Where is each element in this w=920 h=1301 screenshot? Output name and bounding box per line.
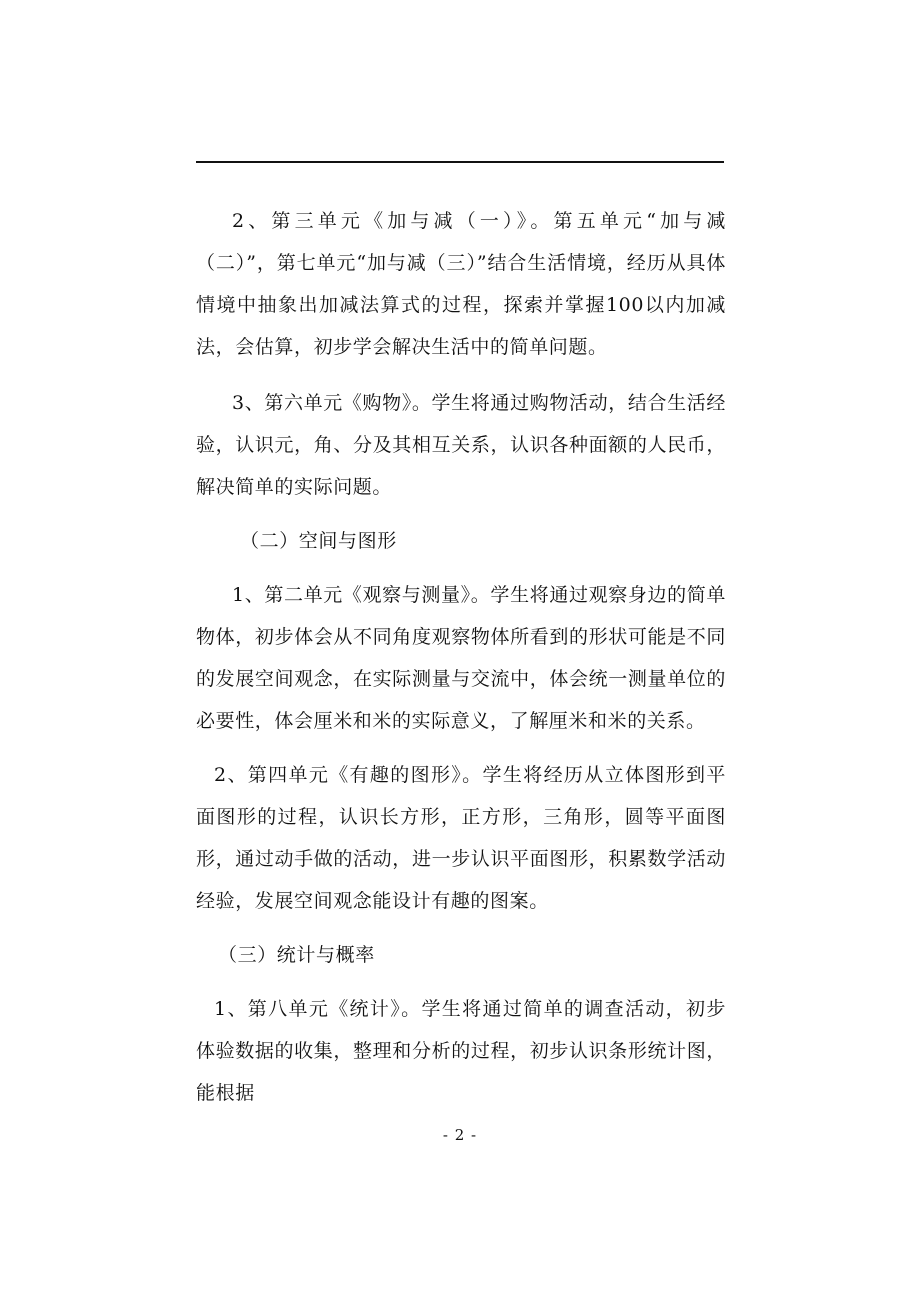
header-rule [196, 161, 724, 163]
section-heading-space-and-shapes: （二）空间与图形 [240, 530, 397, 552]
paragraph-unit-2-observation-measurement: 1、第二单元《观察与测量》。学生将通过观察身边的简单物体，初步体会从不同角度观察物体所看到的形状可能是不同的发展空间观念，在实际测量与交流中，体会统一测量单位的必要性，体会厘米和米的实际意义，了解厘米和米的关系。 [196, 584, 726, 732]
paragraph-unit-3-addition-subtraction: 2、第三单元《加与减（一）》。第五单元“加与减（二）”，第七单元“加与减（三）”结合生活情境，经历从具体情境中抽象出加减法算式的过程，探索并掌握100以内加减法，会估算，初步学会解决生活中的简单问题。 [196, 210, 726, 358]
paragraph-unit-6-shopping: 3、第六单元《购物》。学生将通过购物活动，结合生活经验，认识元，角、分及其相互关系，认识各种面额的人民币，解决简单的实际问题。 [196, 392, 726, 498]
document-body [196, 200, 726, 1114]
page-number: - 2 - [442, 1126, 478, 1144]
paragraph-unit-8-statistics: 1、第八单元《统计》。学生将通过简单的调查活动，初步体验数据的收集，整理和分析的过程，初步认识条形统计图，能根据 [196, 998, 726, 1104]
paragraph-unit-4-interesting-shapes: 2、第四单元《有趣的图形》。学生将经历从立体图形到平面图形的过程，认识长方形，正方形，三角形，圆等平面图形，通过动手做的活动，进一步认识平面图形，积累数学活动经验，发展空间观念能设计有趣的图案。 [196, 764, 726, 912]
section-heading-statistics-probability: （三）统计与概率 [218, 944, 375, 966]
